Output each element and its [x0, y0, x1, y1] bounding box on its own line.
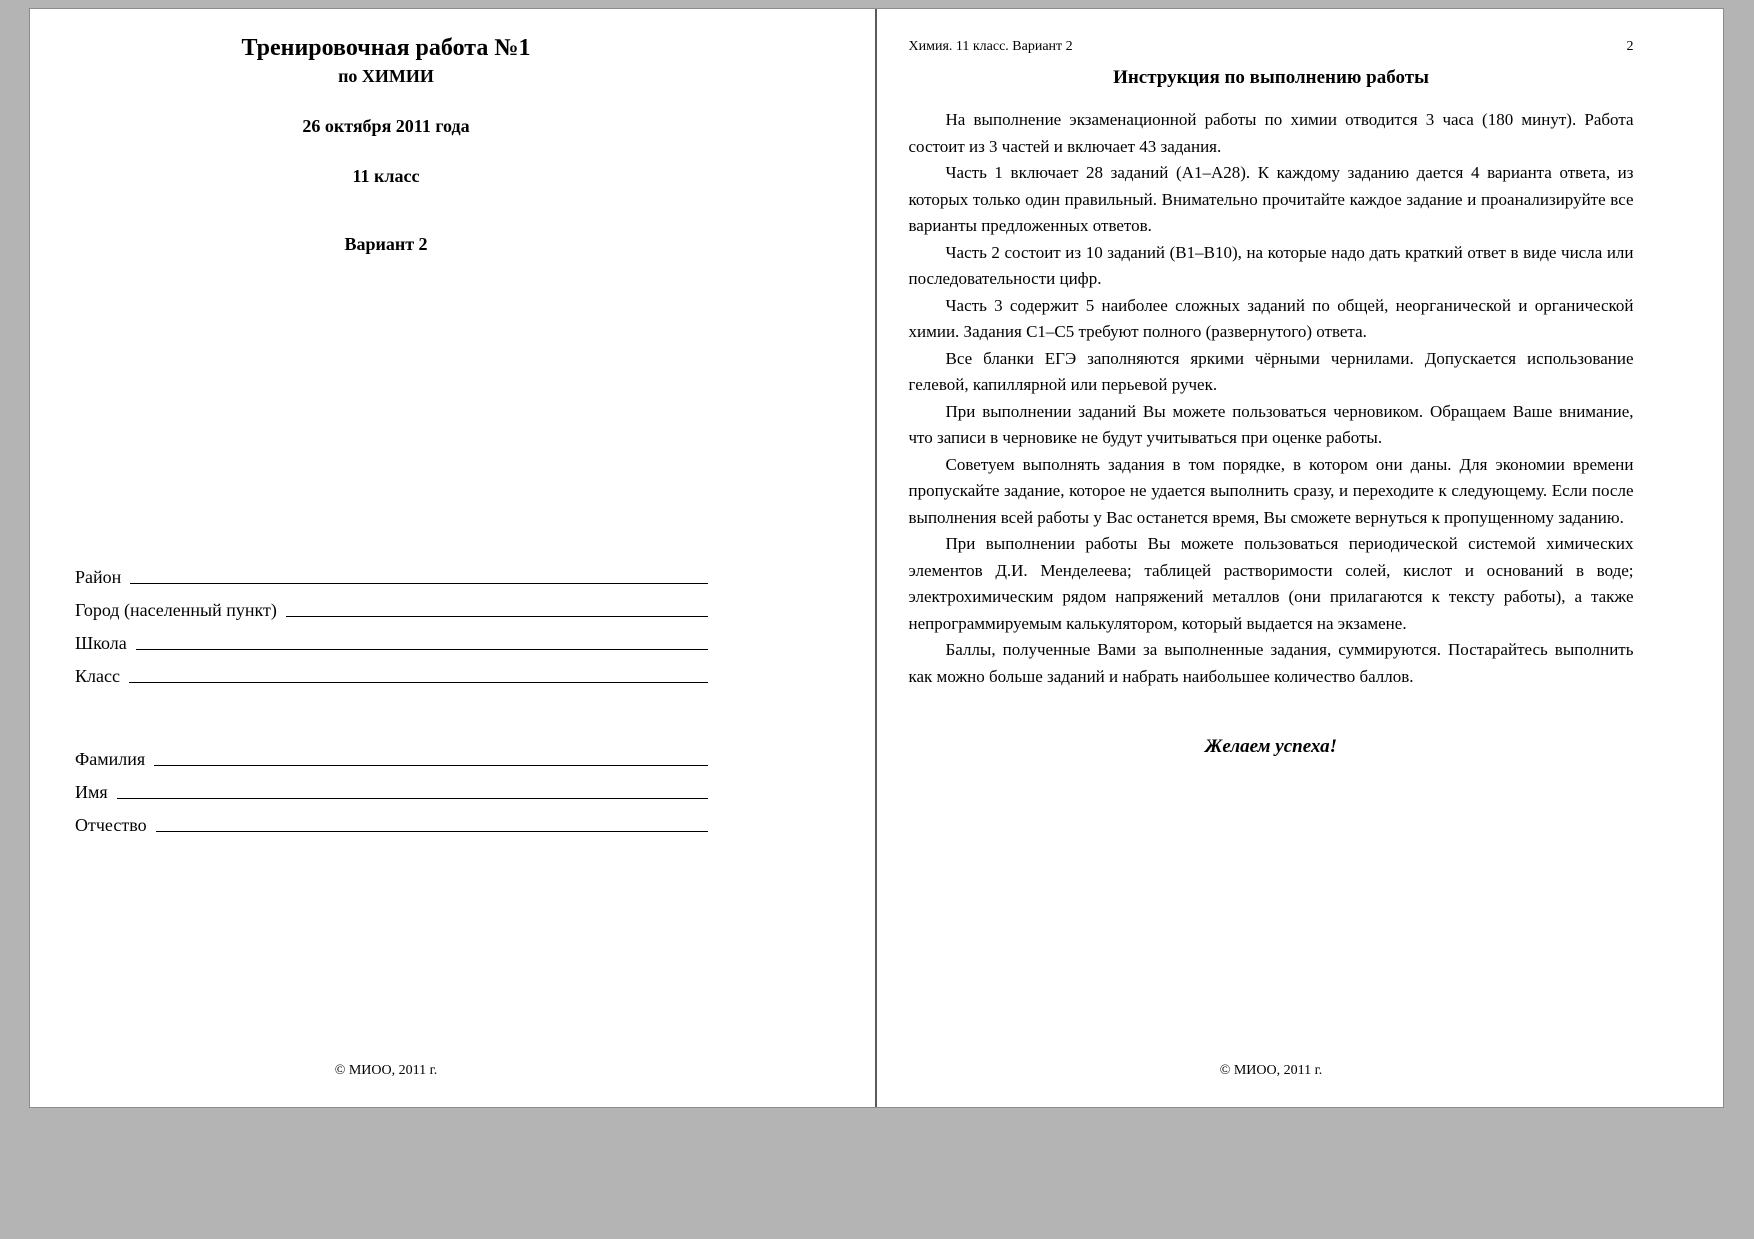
instruction-paragraph-9: Баллы, полученные Вами за выполненные задания, суммируются. Постарайтесь выполнить как можно больше заданий и набрать наибольшее количество баллов.	[908, 640, 1634, 686]
field-underline	[129, 682, 708, 683]
subject-title: по ХИМИИ	[338, 66, 434, 86]
page-instructions	[877, 9, 1724, 1107]
instruction-paragraph-7: Советуем выполнять задания в том порядке, в котором они даны. Для экономии времени пропускайте задание, которое не удается выполнить сразу, и переходите к следующему. Если после выполнения всей работы у Вас останется время, Вы сможете вернуться к пропущенному заданию.	[908, 454, 1634, 527]
instructions-title: Инструкция по выполнению работы	[1113, 67, 1429, 88]
field-label-school: Школа	[75, 633, 127, 653]
field-label-class: Класс	[75, 666, 120, 686]
instruction-paragraph-2: Часть 1 включает 28 заданий (А1–А28). К каждому заданию дается 4 варианта ответа, из которых только один правильный. Внимательно прочитайте каждое задание и проанализируйте все варианты предложенных ответов.	[908, 163, 1634, 235]
instruction-paragraph-6: При выполнении заданий Вы можете пользоваться черновиком. Обращаем Ваше внимание, что записи в черновике не будут учитываться при оценке работы.	[908, 401, 1634, 447]
field-underline	[130, 583, 707, 584]
cover-heading-block	[30, 9, 742, 255]
variant-label: Вариант 2	[344, 234, 428, 254]
form-field-patronymic	[75, 805, 708, 838]
copyright-footer-right: © МИОО, 2011 г.	[1219, 1063, 1323, 1078]
instruction-paragraph-1: На выполнение экзаменационной работы по химии отводится 3 часа (180 минут). Работа состоит из 3 частей и включает 43 задания.	[908, 110, 1634, 156]
form-field-surname	[75, 739, 708, 772]
work-date: 26 октября 2011 года	[302, 116, 470, 136]
work-title: Тренировочная работа №1	[241, 35, 531, 61]
closing-wish: Желаем успеха!	[1204, 736, 1338, 757]
person-fields-group	[75, 739, 708, 838]
form-field-district	[75, 557, 708, 590]
grade-label: 11 класс	[352, 166, 420, 186]
field-underline	[117, 798, 708, 799]
running-head	[909, 39, 1634, 55]
copyright-footer-left: © МИОО, 2011 г.	[334, 1063, 438, 1078]
instruction-paragraph-8: При выполнении работы Вы можете пользоваться периодической системой химических элементов Д.И. Менделеева; таблицей растворимости солей, кислот и оснований в воде; электрохимическим рядом напряжений металлов (они прилагаются к тексту работы), а также непрограммируемым калькулятором, который выдается на экзамене.	[908, 534, 1634, 633]
instruction-paragraph-4: Часть 3 содержит 5 наиболее сложных заданий по общей, неорганической и органической химии. Задания С1–С5 требуют полного (развернутого) ответа.	[908, 295, 1634, 341]
form-field-school	[75, 623, 708, 656]
page-number: 2	[1626, 39, 1634, 54]
page-cover	[30, 9, 877, 1107]
field-underline	[136, 649, 708, 650]
field-label-district: Район	[75, 567, 122, 587]
field-label-patronymic: Отчество	[75, 815, 147, 835]
field-underline	[154, 765, 707, 766]
form-field-firstname	[75, 772, 708, 805]
field-underline	[286, 616, 708, 617]
instruction-paragraph-3: Часть 2 состоит из 10 заданий (В1–В10), на которые надо дать краткий ответ в виде числа или последовательности цифр.	[908, 242, 1634, 288]
form-field-city	[75, 590, 708, 623]
field-label-surname: Фамилия	[75, 749, 146, 769]
running-title: Химия. 11 класс. Вариант 2	[908, 39, 1073, 54]
location-fields-group	[75, 557, 708, 689]
student-info-form	[75, 557, 708, 838]
form-field-class	[75, 656, 708, 689]
field-label-firstname: Имя	[75, 782, 108, 802]
instructions-content	[877, 9, 1634, 758]
document-spread	[29, 8, 1724, 1108]
instruction-paragraph-5: Все бланки ЕГЭ заполняются яркими чёрными чернилами. Допускается использование гелевой, капиллярной или перьевой ручек.	[908, 348, 1634, 394]
field-label-city: Город (населенный пункт)	[75, 600, 277, 620]
field-underline	[156, 831, 708, 832]
